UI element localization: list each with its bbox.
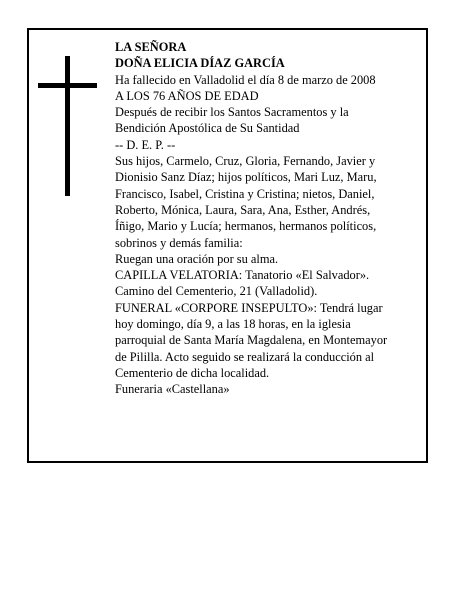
family-line: sobrinos y demás familia: <box>115 235 243 250</box>
sacraments-line: Después de recibir los Santos Sacramentos y la <box>115 105 349 120</box>
deceased-name: DOÑA ELICIA DÍAZ GARCÍA <box>115 56 285 71</box>
funeral-line: de Pililla. Acto seguido se realizará la conducción al <box>115 349 375 364</box>
family-line: Íñigo, Mario y Lucía; hermanos, hermanos políticos, <box>115 219 377 234</box>
heading-title: LA SEÑORA <box>115 40 187 54</box>
funeral-line: Cementerio de dicha localidad. <box>115 365 270 380</box>
latin-cross-icon-bar <box>38 83 97 88</box>
prayer-line: Ruegan una oración por su alma. <box>115 251 279 266</box>
blessing-line: Bendición Apostólica de Su Santidad <box>115 121 300 136</box>
family-line: Francisco, Isabel, Cristina y Cristina; nietos, Daniel, <box>115 186 375 201</box>
latin-cross-icon <box>65 56 70 196</box>
family-line: Roberto, Mónica, Laura, Sara, Ana, Esther, Andrés, <box>115 202 371 217</box>
funeral-home-line: Funeraria «Castellana» <box>115 382 230 397</box>
family-line: Sus hijos, Carmelo, Cruz, Gloria, Fernando, Javier y <box>115 154 376 169</box>
chapel-address-line: Camino del Cementerio, 21 (Valladolid). <box>115 284 318 299</box>
age-line: A LOS 76 AÑOS DE EDAD <box>115 88 259 103</box>
family-line: Dionisio Sanz Díaz; hijos políticos, Mari Luz, Maru, <box>115 170 377 185</box>
death-announcement: Ha fallecido en Valladolid el día 8 de marzo de 2008 <box>115 72 376 87</box>
funeral-line: parroquial de Santa María Magdalena, en Montemayor <box>115 333 388 348</box>
funeral-line: FUNERAL «CORPORE INSEPULTO»: Tendrá lugar <box>115 300 383 315</box>
obituary-text <box>115 39 420 398</box>
funeral-line: hoy domingo, día 9, a las 18 horas, en la iglesia <box>115 317 351 332</box>
chapel-line: CAPILLA VELATORIA: Tanatorio «El Salvador». <box>115 268 370 283</box>
rip-line: -- D. E. P. -- <box>115 137 176 152</box>
